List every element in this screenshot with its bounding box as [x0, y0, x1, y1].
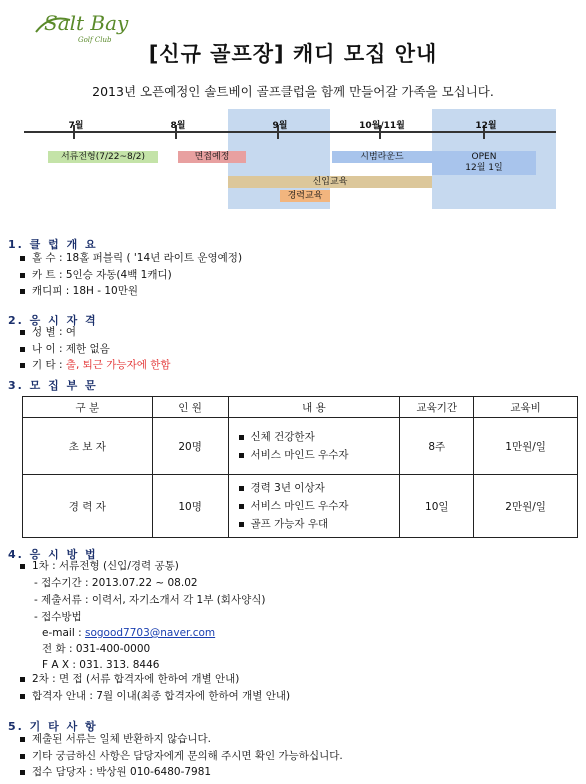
apply-period: - 접수기간 : 2013.07.22 ~ 08.02 — [34, 577, 198, 589]
cell-fee: 1만원/일 — [474, 418, 578, 475]
timeline-bar-new-training: 신입교육 — [228, 176, 432, 188]
table-header-row — [23, 397, 578, 418]
commute-requirement: 출, 퇴근 가능자에 한함 — [65, 359, 171, 371]
timeline-month: 12월 — [475, 121, 497, 131]
apply-phone: 전 화 : 031-400-0000 — [42, 643, 151, 655]
apply-email — [42, 625, 215, 642]
col-header: 구 분 — [23, 397, 153, 418]
cell-period: 8주 — [400, 418, 474, 475]
list-item: 제출된 서류는 일체 반환하지 않습니다. — [20, 731, 343, 748]
list-item: 접수 담당자 : 박상원 010-6480-7981 — [20, 764, 343, 781]
page-title: [신규 골프장] 캐디 모집 안내 — [148, 42, 438, 66]
cell-content — [228, 418, 400, 475]
logo-tagline: Golf Club — [78, 36, 112, 44]
list-item: 2차 : 면 접 (서류 합격자에 한하여 개별 안내) — [20, 671, 290, 688]
timeline-bar-exp-training: 경력교육 — [280, 190, 330, 202]
timeline-month: 8월 — [170, 121, 186, 131]
cell-count: 10명 — [152, 475, 228, 538]
other-notes-list — [20, 731, 343, 781]
apply-steps-rest — [20, 671, 290, 704]
section-qualification-title: 2. 응 시 자 격 — [8, 314, 98, 327]
logo-brand: Salt Bay — [44, 11, 129, 35]
open-label: OPEN — [471, 152, 497, 162]
cell-type: 경 력 자 — [23, 475, 153, 538]
timeline-month: 9월 — [272, 121, 288, 131]
other-label: 기 타 : — [32, 359, 66, 371]
apply-methods-label: - 접수방법 — [34, 611, 82, 623]
timeline-bar-document-screening: 서류전형(7/22~8/2) — [48, 151, 158, 163]
content-item: 서비스 마인드 우수자 — [239, 446, 400, 464]
qualification-list — [20, 324, 170, 374]
cell-count: 20명 — [152, 418, 228, 475]
content-item: 신체 건강한자 — [239, 428, 400, 446]
section-club-overview-title: 1. 클 럽 개 요 — [8, 238, 98, 251]
col-header: 인 원 — [152, 397, 228, 418]
timeline-axis — [24, 131, 556, 133]
cell-fee: 2만원/일 — [474, 475, 578, 538]
section-recruit-title: 3. 모 집 부 문 — [8, 379, 98, 392]
table-row — [23, 475, 578, 538]
open-date: 12월 1일 — [465, 163, 503, 173]
list-item: 캐디피 : 18H - 10만원 — [20, 283, 242, 300]
schedule-timeline — [24, 109, 556, 209]
content-item: 서비스 마인드 우수자 — [239, 497, 400, 515]
recruit-table — [22, 396, 578, 538]
timeline-month: 10월/11월 — [359, 121, 405, 131]
list-item: 기타 궁금하신 사항은 담당자에게 문의해 주시면 확인 가능하십니다. — [20, 748, 343, 765]
section-apply-method-title: 4. 응 시 방 법 — [8, 548, 98, 561]
timeline-bar-trial-round: 시범라운드 — [332, 151, 432, 163]
col-header: 교육비 — [474, 397, 578, 418]
club-overview-list — [20, 250, 242, 300]
apply-documents: - 제출서류 : 이력서, 자기소개서 각 1부 (회사양식) — [34, 594, 266, 606]
list-item — [20, 357, 170, 374]
list-item: 합격자 안내 : 7월 이내(최종 합격자에 한하여 개별 안내) — [20, 688, 290, 705]
email-label: e-mail : — [42, 627, 85, 639]
col-header: 교육기간 — [400, 397, 474, 418]
timeline-bar-interview: 면접예정 — [178, 151, 246, 163]
list-item: 성 별 : 여 — [20, 324, 170, 341]
list-item: 1차 : 서류전형 (신입/경력 공통) — [20, 558, 179, 575]
list-item: 나 이 : 제한 없음 — [20, 341, 170, 358]
col-header: 내 용 — [228, 397, 400, 418]
apply-step1 — [20, 558, 179, 575]
timeline-bar-open — [432, 151, 536, 175]
cell-period: 10일 — [400, 475, 474, 538]
timeline-month: 7월 — [68, 121, 84, 131]
email-link[interactable]: sogood7703@naver.com — [84, 627, 216, 639]
cell-type: 초 보 자 — [23, 418, 153, 475]
apply-fax: F A X : 031. 313. 8446 — [42, 659, 160, 671]
content-item: 골프 가능자 우대 — [239, 515, 400, 533]
table-row — [23, 418, 578, 475]
section-other-title: 5. 기 타 사 항 — [8, 720, 98, 733]
list-item: 카 트 : 5인승 자동(4백 1캐디) — [20, 267, 242, 284]
cell-content — [228, 475, 400, 538]
list-item: 홀 수 : 18홀 퍼블릭 ( '14년 라이트 운영예정) — [20, 250, 242, 267]
content-item: 경력 3년 이상자 — [239, 479, 400, 497]
page-subtitle: 2013년 오픈예정인 솔트베이 골프클럽을 함께 만들어갈 가족을 모십니다. — [92, 84, 494, 99]
